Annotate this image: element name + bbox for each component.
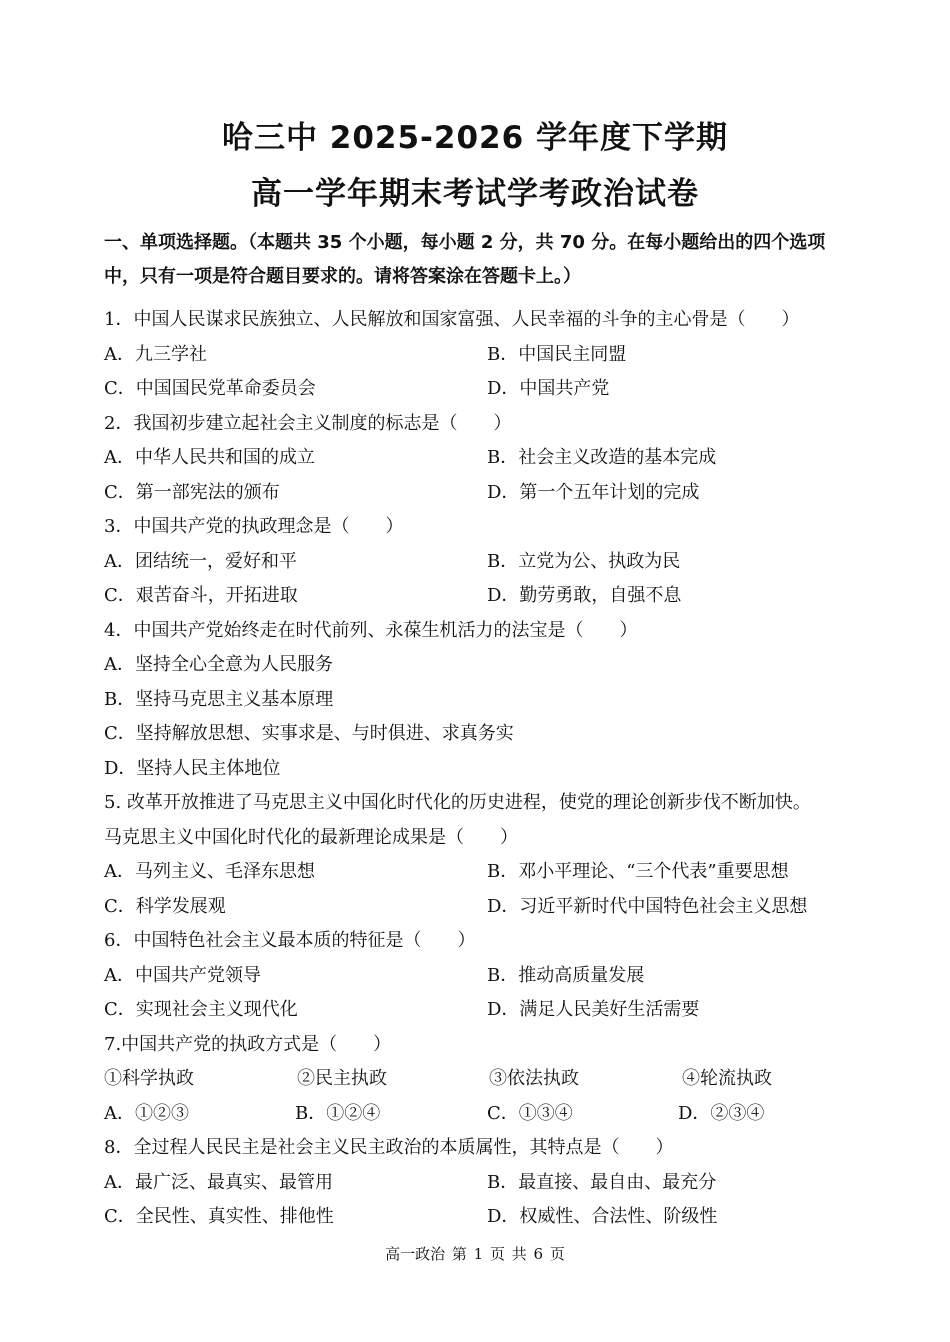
question-8-stem: 8．全过程人民民主是社会主义民主政治的本质属性，其特点是（ ） xyxy=(104,1137,674,1158)
q4-option-b: B．坚持马克思主义基本原理 xyxy=(104,689,334,710)
q1-option-b: B．中国民主同盟 xyxy=(487,344,627,365)
q1-option-d: D．中国共产党 xyxy=(487,378,610,399)
q7-option-d: D．②③④ xyxy=(678,1103,765,1124)
q5-option-d: D．习近平新时代中国特色社会主义思想 xyxy=(487,896,808,917)
q7-choice-2: ②民主执政 xyxy=(297,1068,387,1089)
q1-option-a: A．九三学社 xyxy=(104,344,207,365)
q5-option-a: A．马列主义、毛泽东思想 xyxy=(104,861,315,882)
q3-option-c: C．艰苦奋斗，开拓进取 xyxy=(104,585,298,606)
q6-option-c: C．实现社会主义现代化 xyxy=(104,999,298,1020)
q7-choice-3: ③依法执政 xyxy=(489,1068,579,1089)
question-2-stem: 2．我国初步建立起社会主义制度的标志是（ ） xyxy=(104,413,512,434)
q4-option-d: D．坚持人民主体地位 xyxy=(104,758,281,779)
question-1-stem: 1．中国人民谋求民族独立、人民解放和国家富强、人民幸福的斗争的主心骨是（ ） xyxy=(104,309,800,330)
q3-option-b: B．立党为公、执政为民 xyxy=(487,551,681,572)
q4-option-a: A．坚持全心全意为人民服务 xyxy=(104,654,333,675)
question-5-stem: 5. 改革开放推进了马克思主义中国化时代化的历史进程，使党的理论创新步伐不断加快。 xyxy=(104,792,811,813)
q7-option-b: B．①②④ xyxy=(295,1103,381,1124)
question-5-stem-continued: 马克思主义中国化时代化的最新理论成果是（ ） xyxy=(104,827,518,848)
q3-option-a: A．团结统一，爱好和平 xyxy=(104,551,297,572)
q2-option-a: A．中华人民共和国的成立 xyxy=(104,447,315,468)
q8-option-b: B．最直接、最自由、最充分 xyxy=(487,1172,717,1193)
q5-option-c: C．科学发展观 xyxy=(104,896,226,917)
q7-choice-4: ④轮流执政 xyxy=(682,1068,772,1089)
question-6-stem: 6．中国特色社会主义最本质的特征是（ ） xyxy=(104,930,476,951)
instructions-line2: 中，只有一项是符合题目要求的。请将答案涂在答题卡上。） xyxy=(104,266,581,287)
q5-option-b: B．邓小平理论、“三个代表”重要思想 xyxy=(487,861,789,882)
q7-option-a: A．①②③ xyxy=(104,1103,189,1124)
q8-option-c: C．全民性、真实性、排他性 xyxy=(104,1206,334,1227)
section-instructions xyxy=(104,226,856,294)
question-3-stem: 3．中国共产党的执政理念是（ ） xyxy=(104,516,404,537)
q2-option-c: C．第一部宪法的颁布 xyxy=(104,482,280,503)
instructions-line1: 一、单项选择题。（本题共 35 个小题，每小题 2 分，共 70 分。在每小题给出的四个选项 xyxy=(104,232,826,253)
q8-option-d: D．权威性、合法性、阶级性 xyxy=(487,1206,718,1227)
question-7-stem: 7.中国共产党的执政方式是（ ） xyxy=(104,1034,392,1055)
exam-title-line2: 高一学年期末考试学考政治试卷 xyxy=(251,176,699,212)
page-footer: 高一政治 第 1 页 共 6 页 xyxy=(385,1245,565,1263)
q6-option-b: B．推动高质量发展 xyxy=(487,965,645,986)
q2-option-b: B．社会主义改造的基本完成 xyxy=(487,447,717,468)
q7-option-c: C．①③④ xyxy=(487,1103,573,1124)
q6-option-a: A．中国共产党领导 xyxy=(104,965,261,986)
q7-choice-1: ①科学执政 xyxy=(104,1068,194,1089)
exam-title-line1: 哈三中 2025-2026 学年度下学期 xyxy=(221,120,728,156)
q8-option-a: A．最广泛、最真实、最管用 xyxy=(104,1172,333,1193)
q4-option-c: C．坚持解放思想、实事求是、与时俱进、求真务实 xyxy=(104,723,514,744)
q6-option-d: D．满足人民美好生活需要 xyxy=(487,999,700,1020)
q1-option-c: C．中国国民党革命委员会 xyxy=(104,378,316,399)
q2-option-d: D．第一个五年计划的完成 xyxy=(487,482,700,503)
question-4-stem: 4．中国共产党始终走在时代前列、永葆生机活力的法宝是（ ） xyxy=(104,620,638,641)
q3-option-d: D．勤劳勇敢，自强不息 xyxy=(487,585,682,606)
